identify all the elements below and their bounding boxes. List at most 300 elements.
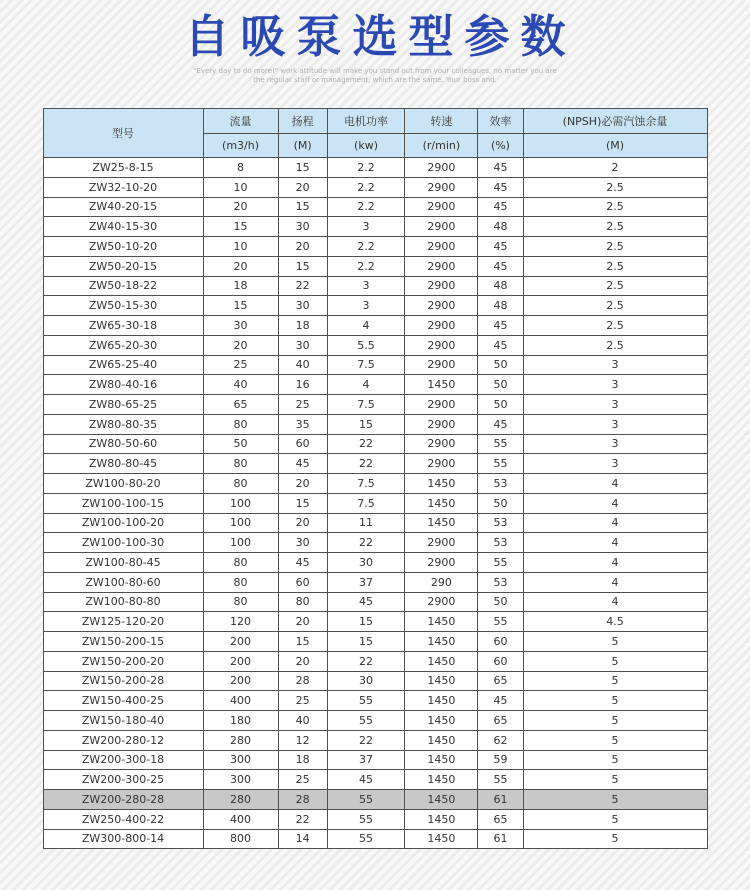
value-cell: 30 <box>278 533 327 553</box>
value-cell: 25 <box>278 691 327 711</box>
value-cell: 5 <box>523 790 707 810</box>
model-cell: ZW200-300-18 <box>43 750 203 770</box>
model-cell: ZW300-800-14 <box>43 829 203 849</box>
value-cell: 800 <box>203 829 278 849</box>
value-cell: 100 <box>203 513 278 533</box>
value-cell: 80 <box>203 474 278 494</box>
value-cell: 22 <box>327 730 405 750</box>
value-cell: 80 <box>203 454 278 474</box>
value-cell: 1450 <box>405 770 478 790</box>
value-cell: 45 <box>478 335 523 355</box>
value-cell: 55 <box>327 711 405 731</box>
value-cell: 61 <box>478 790 523 810</box>
value-cell: 45 <box>478 197 523 217</box>
model-cell: ZW200-280-12 <box>43 730 203 750</box>
value-cell: 1450 <box>405 730 478 750</box>
value-cell: 50 <box>478 375 523 395</box>
model-cell: ZW100-100-15 <box>43 493 203 513</box>
value-cell: 45 <box>478 237 523 257</box>
value-cell: 200 <box>203 671 278 691</box>
value-cell: 55 <box>327 829 405 849</box>
value-cell: 15 <box>203 217 278 237</box>
value-cell: 1450 <box>405 691 478 711</box>
value-cell: 4 <box>327 316 405 336</box>
value-cell: 3 <box>327 296 405 316</box>
value-cell: 2900 <box>405 158 478 178</box>
value-cell: 10 <box>203 237 278 257</box>
value-cell: 15 <box>278 493 327 513</box>
model-cell: ZW150-200-15 <box>43 632 203 652</box>
value-cell: 5.5 <box>327 335 405 355</box>
table-row <box>43 177 707 197</box>
value-cell: 290 <box>405 572 478 592</box>
model-cell: ZW65-30-18 <box>43 316 203 336</box>
value-cell: 65 <box>478 711 523 731</box>
model-cell: ZW250-400-22 <box>43 809 203 829</box>
value-cell: 50 <box>478 355 523 375</box>
value-cell: 30 <box>203 316 278 336</box>
value-cell: 180 <box>203 711 278 731</box>
col-header-head: 扬程 <box>278 109 327 134</box>
value-cell: 55 <box>327 809 405 829</box>
value-cell: 5 <box>523 770 707 790</box>
table-row <box>43 750 707 770</box>
table-row <box>43 829 707 849</box>
value-cell: 28 <box>278 671 327 691</box>
value-cell: 20 <box>203 256 278 276</box>
table-row <box>43 790 707 810</box>
value-cell: 100 <box>203 533 278 553</box>
table-header <box>43 109 707 158</box>
pump-parameter-table-wrap <box>43 108 708 849</box>
value-cell: 2900 <box>405 237 478 257</box>
value-cell: 59 <box>478 750 523 770</box>
value-cell: 14 <box>278 829 327 849</box>
col-header-speed: 转速 <box>405 109 478 134</box>
value-cell: 2900 <box>405 533 478 553</box>
value-cell: 80 <box>278 592 327 612</box>
value-cell: 80 <box>203 572 278 592</box>
value-cell: 30 <box>327 671 405 691</box>
value-cell: 53 <box>478 572 523 592</box>
table-row <box>43 434 707 454</box>
value-cell: 15 <box>327 632 405 652</box>
value-cell: 2.5 <box>523 335 707 355</box>
value-cell: 20 <box>278 474 327 494</box>
value-cell: 2.5 <box>523 296 707 316</box>
value-cell: 45 <box>327 592 405 612</box>
value-cell: 45 <box>478 158 523 178</box>
value-cell: 7.5 <box>327 355 405 375</box>
model-cell: ZW100-80-45 <box>43 553 203 573</box>
value-cell: 45 <box>478 177 523 197</box>
value-cell: 53 <box>478 474 523 494</box>
page-header <box>0 0 750 108</box>
model-cell: ZW80-65-25 <box>43 395 203 415</box>
value-cell: 4 <box>523 474 707 494</box>
model-cell: ZW100-80-60 <box>43 572 203 592</box>
col-unit-head: (M) <box>278 134 327 158</box>
value-cell: 50 <box>203 434 278 454</box>
value-cell: 1450 <box>405 375 478 395</box>
value-cell: 3 <box>523 395 707 415</box>
value-cell: 55 <box>478 454 523 474</box>
model-cell: ZW100-100-30 <box>43 533 203 553</box>
value-cell: 48 <box>478 217 523 237</box>
value-cell: 12 <box>278 730 327 750</box>
table-row <box>43 651 707 671</box>
value-cell: 200 <box>203 651 278 671</box>
table-row <box>43 454 707 474</box>
table-row <box>43 158 707 178</box>
col-header-flow: 流量 <box>203 109 278 134</box>
value-cell: 30 <box>327 553 405 573</box>
value-cell: 1450 <box>405 474 478 494</box>
table-row <box>43 730 707 750</box>
table-row <box>43 612 707 632</box>
value-cell: 18 <box>203 276 278 296</box>
value-cell: 3 <box>327 276 405 296</box>
value-cell: 15 <box>278 158 327 178</box>
model-cell: ZW32-10-20 <box>43 177 203 197</box>
model-cell: ZW40-15-30 <box>43 217 203 237</box>
value-cell: 62 <box>478 730 523 750</box>
table-row <box>43 316 707 336</box>
value-cell: 60 <box>478 651 523 671</box>
col-header-model: 型号 <box>43 109 203 158</box>
table-row <box>43 355 707 375</box>
model-cell: ZW150-180-40 <box>43 711 203 731</box>
value-cell: 2900 <box>405 553 478 573</box>
value-cell: 20 <box>203 335 278 355</box>
value-cell: 15 <box>203 296 278 316</box>
model-cell: ZW100-100-20 <box>43 513 203 533</box>
value-cell: 2.5 <box>523 217 707 237</box>
model-cell: ZW50-20-15 <box>43 256 203 276</box>
value-cell: 2900 <box>405 177 478 197</box>
value-cell: 2.5 <box>523 237 707 257</box>
value-cell: 55 <box>327 790 405 810</box>
table-row <box>43 632 707 652</box>
value-cell: 1450 <box>405 513 478 533</box>
table-row <box>43 276 707 296</box>
value-cell: 7.5 <box>327 474 405 494</box>
value-cell: 22 <box>327 533 405 553</box>
value-cell: 53 <box>478 533 523 553</box>
model-cell: ZW125-120-20 <box>43 612 203 632</box>
value-cell: 2.2 <box>327 158 405 178</box>
table-row <box>43 197 707 217</box>
value-cell: 53 <box>478 513 523 533</box>
value-cell: 2900 <box>405 256 478 276</box>
model-cell: ZW50-18-22 <box>43 276 203 296</box>
table-row <box>43 375 707 395</box>
value-cell: 100 <box>203 493 278 513</box>
value-cell: 11 <box>327 513 405 533</box>
value-cell: 50 <box>478 395 523 415</box>
table-row <box>43 770 707 790</box>
value-cell: 15 <box>327 612 405 632</box>
model-cell: ZW50-10-20 <box>43 237 203 257</box>
value-cell: 22 <box>327 434 405 454</box>
value-cell: 8 <box>203 158 278 178</box>
value-cell: 50 <box>478 592 523 612</box>
table-row <box>43 671 707 691</box>
value-cell: 280 <box>203 790 278 810</box>
value-cell: 30 <box>278 296 327 316</box>
value-cell: 15 <box>327 414 405 434</box>
value-cell: 55 <box>478 434 523 454</box>
value-cell: 45 <box>478 256 523 276</box>
value-cell: 22 <box>327 454 405 474</box>
value-cell: 28 <box>278 790 327 810</box>
model-cell: ZW80-40-16 <box>43 375 203 395</box>
value-cell: 22 <box>327 651 405 671</box>
model-cell: ZW50-15-30 <box>43 296 203 316</box>
value-cell: 2.5 <box>523 316 707 336</box>
col-unit-flow: (m3/h) <box>203 134 278 158</box>
value-cell: 5 <box>523 711 707 731</box>
table-row <box>43 237 707 257</box>
table-row <box>43 809 707 829</box>
value-cell: 15 <box>278 256 327 276</box>
col-unit-motor-power: (kw) <box>327 134 405 158</box>
value-cell: 3 <box>523 454 707 474</box>
value-cell: 2900 <box>405 434 478 454</box>
value-cell: 60 <box>278 434 327 454</box>
model-cell: ZW80-80-45 <box>43 454 203 474</box>
value-cell: 45 <box>478 316 523 336</box>
table-row <box>43 553 707 573</box>
value-cell: 5 <box>523 829 707 849</box>
value-cell: 48 <box>478 296 523 316</box>
model-cell: ZW100-80-20 <box>43 474 203 494</box>
value-cell: 2900 <box>405 592 478 612</box>
value-cell: 18 <box>278 750 327 770</box>
value-cell: 55 <box>327 691 405 711</box>
value-cell: 61 <box>478 829 523 849</box>
col-header-motor-power: 电机功率 <box>327 109 405 134</box>
page-title: 自吸泵选型参数 <box>184 10 577 63</box>
value-cell: 1450 <box>405 493 478 513</box>
page-subtitle <box>0 67 750 85</box>
model-cell: ZW150-200-20 <box>43 651 203 671</box>
table-row <box>43 256 707 276</box>
value-cell: 65 <box>203 395 278 415</box>
model-cell: ZW150-200-28 <box>43 671 203 691</box>
value-cell: 20 <box>278 651 327 671</box>
value-cell: 300 <box>203 770 278 790</box>
table-row <box>43 296 707 316</box>
table-row <box>43 513 707 533</box>
value-cell: 2900 <box>405 335 478 355</box>
value-cell: 1450 <box>405 750 478 770</box>
table-row <box>43 217 707 237</box>
value-cell: 18 <box>278 316 327 336</box>
model-cell: ZW40-20-15 <box>43 197 203 217</box>
value-cell: 2900 <box>405 296 478 316</box>
table-row <box>43 572 707 592</box>
value-cell: 45 <box>278 454 327 474</box>
col-header-npsh: (NPSH)必需汽蚀余量 <box>523 109 707 134</box>
value-cell: 3 <box>523 414 707 434</box>
model-cell: ZW65-20-30 <box>43 335 203 355</box>
value-cell: 22 <box>278 809 327 829</box>
value-cell: 48 <box>478 276 523 296</box>
value-cell: 25 <box>203 355 278 375</box>
value-cell: 80 <box>203 553 278 573</box>
value-cell: 2900 <box>405 197 478 217</box>
value-cell: 4.5 <box>523 612 707 632</box>
value-cell: 60 <box>478 632 523 652</box>
value-cell: 3 <box>523 375 707 395</box>
value-cell: 2.5 <box>523 197 707 217</box>
value-cell: 1450 <box>405 809 478 829</box>
value-cell: 80 <box>203 414 278 434</box>
table-row <box>43 414 707 434</box>
value-cell: 2.5 <box>523 276 707 296</box>
value-cell: 280 <box>203 730 278 750</box>
value-cell: 10 <box>203 177 278 197</box>
value-cell: 2900 <box>405 414 478 434</box>
value-cell: 65 <box>478 809 523 829</box>
value-cell: 45 <box>478 691 523 711</box>
col-header-efficiency: 效率 <box>478 109 523 134</box>
value-cell: 50 <box>478 493 523 513</box>
table-row <box>43 711 707 731</box>
value-cell: 30 <box>278 217 327 237</box>
value-cell: 55 <box>478 553 523 573</box>
value-cell: 2900 <box>405 395 478 415</box>
value-cell: 2.5 <box>523 177 707 197</box>
value-cell: 20 <box>278 612 327 632</box>
value-cell: 1450 <box>405 711 478 731</box>
value-cell: 1450 <box>405 671 478 691</box>
model-cell: ZW200-280-28 <box>43 790 203 810</box>
value-cell: 40 <box>278 711 327 731</box>
subtitle-line-1: "Every day to do more!" work attitude will make you stand out from your colleagues, no matter you are <box>193 67 557 75</box>
value-cell: 400 <box>203 809 278 829</box>
model-cell: ZW80-50-60 <box>43 434 203 454</box>
value-cell: 5 <box>523 730 707 750</box>
value-cell: 2900 <box>405 217 478 237</box>
value-cell: 4 <box>523 493 707 513</box>
value-cell: 5 <box>523 809 707 829</box>
value-cell: 20 <box>278 237 327 257</box>
value-cell: 2.2 <box>327 237 405 257</box>
value-cell: 2900 <box>405 355 478 375</box>
value-cell: 4 <box>523 533 707 553</box>
table-row <box>43 474 707 494</box>
model-cell: ZW65-25-40 <box>43 355 203 375</box>
value-cell: 4 <box>523 592 707 612</box>
value-cell: 3 <box>327 217 405 237</box>
value-cell: 2900 <box>405 316 478 336</box>
value-cell: 15 <box>278 197 327 217</box>
model-cell: ZW200-300-25 <box>43 770 203 790</box>
value-cell: 80 <box>203 592 278 612</box>
table-row <box>43 691 707 711</box>
table-row <box>43 592 707 612</box>
value-cell: 1450 <box>405 829 478 849</box>
value-cell: 1450 <box>405 790 478 810</box>
col-unit-speed: (r/min) <box>405 134 478 158</box>
value-cell: 22 <box>278 276 327 296</box>
table-header-row-main <box>43 109 707 134</box>
value-cell: 5 <box>523 671 707 691</box>
value-cell: 55 <box>478 612 523 632</box>
value-cell: 2.5 <box>523 256 707 276</box>
value-cell: 35 <box>278 414 327 434</box>
value-cell: 7.5 <box>327 395 405 415</box>
value-cell: 4 <box>523 513 707 533</box>
value-cell: 20 <box>203 197 278 217</box>
value-cell: 20 <box>278 177 327 197</box>
value-cell: 25 <box>278 770 327 790</box>
value-cell: 3 <box>523 355 707 375</box>
value-cell: 45 <box>478 414 523 434</box>
value-cell: 4 <box>327 375 405 395</box>
col-unit-efficiency: (%) <box>478 134 523 158</box>
value-cell: 2.2 <box>327 197 405 217</box>
value-cell: 5 <box>523 632 707 652</box>
value-cell: 400 <box>203 691 278 711</box>
value-cell: 1450 <box>405 632 478 652</box>
value-cell: 5 <box>523 651 707 671</box>
table-row <box>43 493 707 513</box>
value-cell: 25 <box>278 395 327 415</box>
value-cell: 3 <box>523 434 707 454</box>
value-cell: 7.5 <box>327 493 405 513</box>
value-cell: 5 <box>523 691 707 711</box>
value-cell: 65 <box>478 671 523 691</box>
value-cell: 2900 <box>405 454 478 474</box>
value-cell: 40 <box>278 355 327 375</box>
value-cell: 30 <box>278 335 327 355</box>
value-cell: 15 <box>278 632 327 652</box>
table-body <box>43 158 707 849</box>
value-cell: 60 <box>278 572 327 592</box>
value-cell: 2 <box>523 158 707 178</box>
value-cell: 2.2 <box>327 177 405 197</box>
col-unit-npsh: (M) <box>523 134 707 158</box>
value-cell: 200 <box>203 632 278 652</box>
value-cell: 2.2 <box>327 256 405 276</box>
model-cell: ZW80-80-35 <box>43 414 203 434</box>
value-cell: 20 <box>278 513 327 533</box>
value-cell: 300 <box>203 750 278 770</box>
value-cell: 120 <box>203 612 278 632</box>
value-cell: 40 <box>203 375 278 395</box>
value-cell: 2900 <box>405 276 478 296</box>
value-cell: 4 <box>523 572 707 592</box>
model-cell: ZW150-400-25 <box>43 691 203 711</box>
value-cell: 37 <box>327 572 405 592</box>
value-cell: 4 <box>523 553 707 573</box>
model-cell: ZW25-8-15 <box>43 158 203 178</box>
value-cell: 1450 <box>405 651 478 671</box>
value-cell: 37 <box>327 750 405 770</box>
pump-parameter-table <box>43 108 708 849</box>
value-cell: 16 <box>278 375 327 395</box>
model-cell: ZW100-80-80 <box>43 592 203 612</box>
subtitle-line-2: the regular staff or management, which are the same. Your boss and. <box>253 76 497 84</box>
table-row <box>43 395 707 415</box>
value-cell: 5 <box>523 750 707 770</box>
table-row <box>43 335 707 355</box>
table-row <box>43 533 707 553</box>
value-cell: 45 <box>327 770 405 790</box>
